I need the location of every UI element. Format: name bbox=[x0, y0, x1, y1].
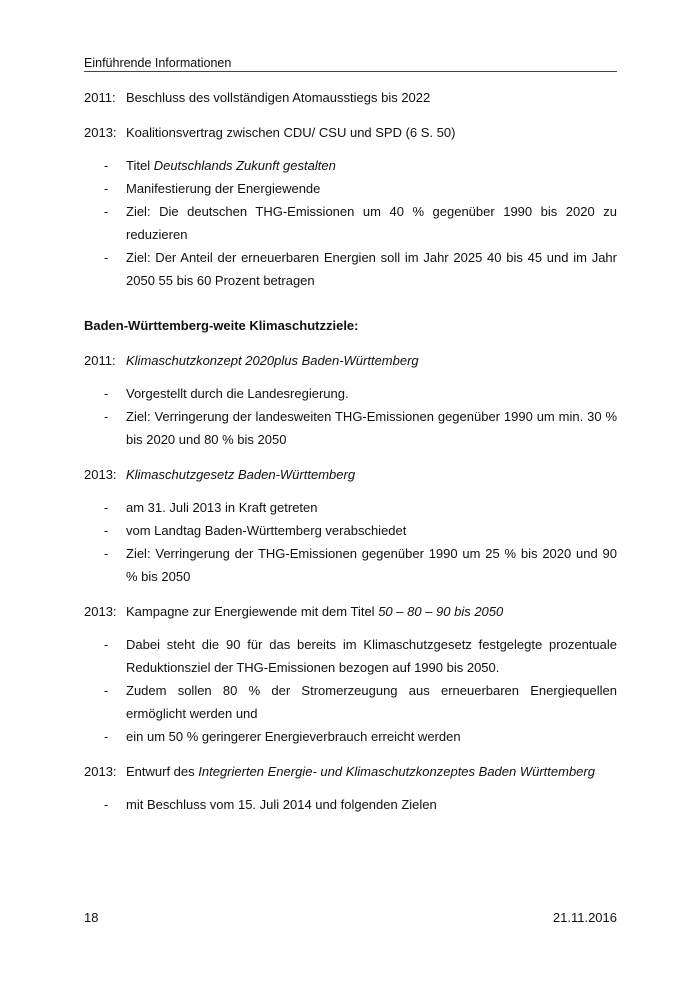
timeline-entry bbox=[84, 86, 617, 109]
bullet-dash: - bbox=[104, 181, 109, 196]
list-item bbox=[84, 246, 617, 292]
entry-text: Koalitionsvertrag zwischen CDU/ CSU und SPD (6 S. 50) bbox=[126, 125, 456, 140]
bullet-dash: - bbox=[104, 797, 109, 812]
bullet-text: Manifestierung der Energiewende bbox=[126, 181, 321, 196]
bullet-dash: - bbox=[104, 409, 109, 424]
entry-year: 2013: bbox=[84, 125, 117, 140]
timeline-entry bbox=[84, 349, 617, 372]
bullet-list bbox=[84, 496, 617, 588]
entry-text: Kampagne zur Energiewende mit dem Titel 50 – 80 – 90 bis 2050 bbox=[126, 604, 504, 619]
emphasized-title: Deutschlands Zukunft gestalten bbox=[153, 158, 336, 173]
entry-year: 2011: bbox=[84, 353, 116, 368]
entry-text: Klimaschutzkonzept 2020plus Baden-Württemberg bbox=[126, 353, 419, 368]
bullet-text: Ziel: Verringerung der THG-Emissionen gegenüber 1990 um 25 % bis 2020 und 90 % bis 2050 bbox=[126, 546, 617, 584]
bullet-dash: - bbox=[104, 204, 109, 219]
bullet-dash: - bbox=[104, 683, 109, 698]
bullet-text: Titel Deutschlands Zukunft gestalten bbox=[126, 158, 336, 173]
bullet-dash: - bbox=[104, 546, 109, 561]
list-item bbox=[84, 496, 617, 519]
entry-year: 2011: bbox=[84, 90, 116, 105]
timeline-entry bbox=[84, 121, 617, 144]
bullet-text: am 31. Juli 2013 in Kraft getreten bbox=[126, 500, 318, 515]
list-item bbox=[84, 405, 617, 451]
entry-text: Beschluss des vollständigen Atomausstiegs bis 2022 bbox=[126, 90, 431, 105]
document-page bbox=[84, 0, 617, 990]
bullet-text: ein um 50 % geringerer Energieverbrauch erreicht werden bbox=[126, 729, 461, 744]
bullet-text: Ziel: Die deutschen THG-Emissionen um 40 % gegenüber 1990 bis 2020 zu reduzieren bbox=[126, 204, 617, 242]
list-item bbox=[84, 793, 617, 816]
bullet-list bbox=[84, 793, 617, 816]
page-content bbox=[84, 86, 617, 816]
header-divider bbox=[84, 71, 617, 72]
entry-text: Entwurf des Integrierten Energie- und Klimaschutzkonzeptes Baden Württemberg bbox=[126, 764, 595, 779]
bullet-text: Vorgestellt durch die Landesregierung. bbox=[126, 386, 349, 401]
bullet-list bbox=[84, 633, 617, 748]
timeline-entry bbox=[84, 760, 617, 783]
footer-date: 21.11.2016 bbox=[552, 910, 617, 925]
entry-year: 2013: bbox=[84, 467, 117, 482]
emphasized-title: Integrierten Energie- und Klimaschutzkonzeptes Baden Württemberg bbox=[198, 764, 595, 779]
bullet-dash: - bbox=[104, 637, 109, 652]
list-item bbox=[84, 542, 617, 588]
list-item bbox=[84, 200, 617, 246]
bullet-text: Ziel: Verringerung der landesweiten THG-Emissionen gegenüber 1990 um min. 30 % bis 2020 und 80 % bis 2050 bbox=[126, 409, 617, 447]
bullet-dash: - bbox=[104, 500, 109, 515]
bullet-dash: - bbox=[104, 250, 109, 265]
running-header: Einführende Informationen bbox=[84, 56, 232, 70]
bullet-dash: - bbox=[104, 158, 109, 173]
bullet-text: Ziel: Der Anteil der erneuerbaren Energien soll im Jahr 2025 40 bis 45 und im Jahr 2050 55 bis 60 Prozent betragen bbox=[126, 250, 617, 288]
timeline-entry bbox=[84, 600, 617, 623]
list-item bbox=[84, 382, 617, 405]
entry-year: 2013: bbox=[84, 604, 117, 619]
bullet-dash: - bbox=[104, 386, 109, 401]
timeline-entry bbox=[84, 463, 617, 486]
bullet-text: Dabei steht die 90 für das bereits im Klimaschutzgesetz festgelegte prozentuale Reduktionsziel der THG-Emissionen bezogen auf 1990 bis 2050. bbox=[126, 637, 617, 675]
list-item bbox=[84, 725, 617, 748]
entry-text: Klimaschutzgesetz Baden-Württemberg bbox=[126, 467, 356, 482]
bullet-text: vom Landtag Baden-Württemberg verabschiedet bbox=[126, 523, 407, 538]
page-number: 18 bbox=[84, 910, 99, 925]
list-item bbox=[84, 519, 617, 542]
bullet-list bbox=[84, 154, 617, 292]
emphasized-title: 50 – 80 – 90 bis 2050 bbox=[378, 604, 504, 619]
list-item bbox=[84, 177, 617, 200]
bullet-text: mit Beschluss vom 15. Juli 2014 und folgenden Zielen bbox=[126, 797, 437, 812]
section-heading: Baden-Württemberg-weite Klimaschutzziele: bbox=[84, 318, 359, 333]
page-footer bbox=[84, 910, 617, 925]
list-item bbox=[84, 633, 617, 679]
bullet-dash: - bbox=[104, 729, 109, 744]
bullet-list bbox=[84, 382, 617, 451]
list-item bbox=[84, 679, 617, 725]
entry-year: 2013: bbox=[84, 764, 117, 779]
bullet-text: Zudem sollen 80 % der Stromerzeugung aus erneuerbaren Energiequellen ermöglicht werden und bbox=[126, 683, 617, 721]
list-item bbox=[84, 154, 617, 177]
bullet-dash: - bbox=[104, 523, 109, 538]
